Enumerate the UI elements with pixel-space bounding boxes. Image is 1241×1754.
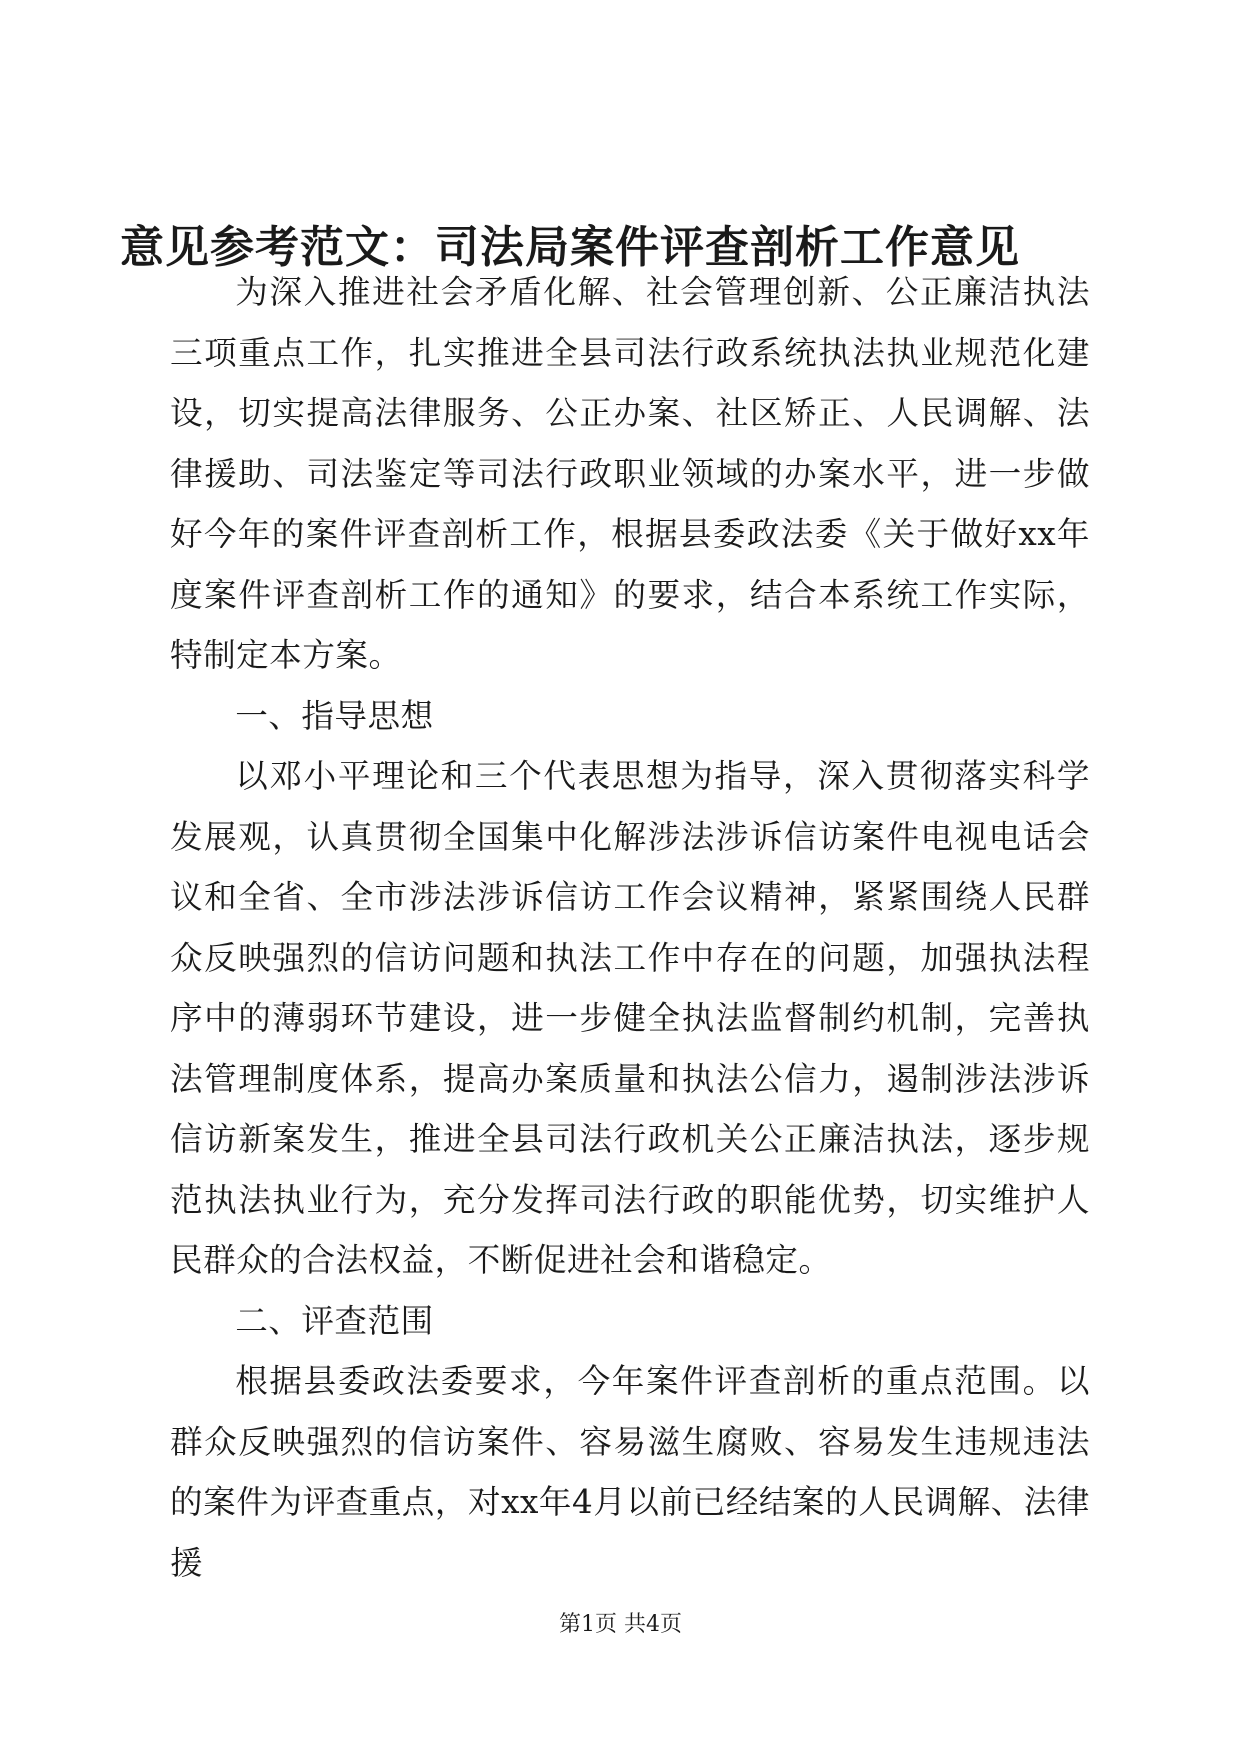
paragraph-intro: 为深入推进社会矛盾化解、社会管理创新、公正廉洁执法三项重点工作，扎实推进全县司法行政系统执法执业规范化建设，切实提高法律服务、公正办案、社区矫正、人民调解、法律援助、司法鉴定等司法行政职业领域的办案水平，进一步做好今年的案件评查剖析工作，根据县委政法委《关于做好xx年度案件评查剖析工作的通知》的要求，结合本系统工作实际，特制定本方案。 xyxy=(170,273,1090,674)
document-title: 意见参考范文：司法局案件评查剖析工作意见 xyxy=(120,222,1020,273)
section-heading-guiding-ideology: 一、指导思想 xyxy=(235,696,434,735)
paragraph-guiding-ideology: 以邓小平理论和三个代表思想为指导，深入贯彻落实科学发展观，认真贯彻全国集中化解涉法涉诉信访案件电视电话会议和全省、全市涉法涉诉信访工作会议精神，紧紧围绕人民群众反映强烈的信访问题和执法工作中存在的问题，加强执法程序中的薄弱环节建设，进一步健全执法监督制约机制，完善执法管理制度体系，提高办案质量和执法公信力，遏制涉法涉诉信访新案发生，推进全县司法行政机关公正廉洁执法，逐步规范执法执业行为，充分发挥司法行政的职能优势，切实维护人民群众的合法权益，不断促进社会和谐稳定。 xyxy=(170,757,1090,1279)
section-heading-review-scope: 二、评查范围 xyxy=(235,1301,434,1340)
paragraph-review-scope: 根据县委政法委要求，今年案件评查剖析的重点范围。以群众反映强烈的信访案件、容易滋生腐败、容易发生违规违法的案件为评查重点，对xx年4月以前已经结案的人民调解、法律援 xyxy=(170,1362,1090,1582)
page-number-footer: 第1页 共4页 xyxy=(559,1612,682,1637)
document-body xyxy=(170,262,1090,1593)
